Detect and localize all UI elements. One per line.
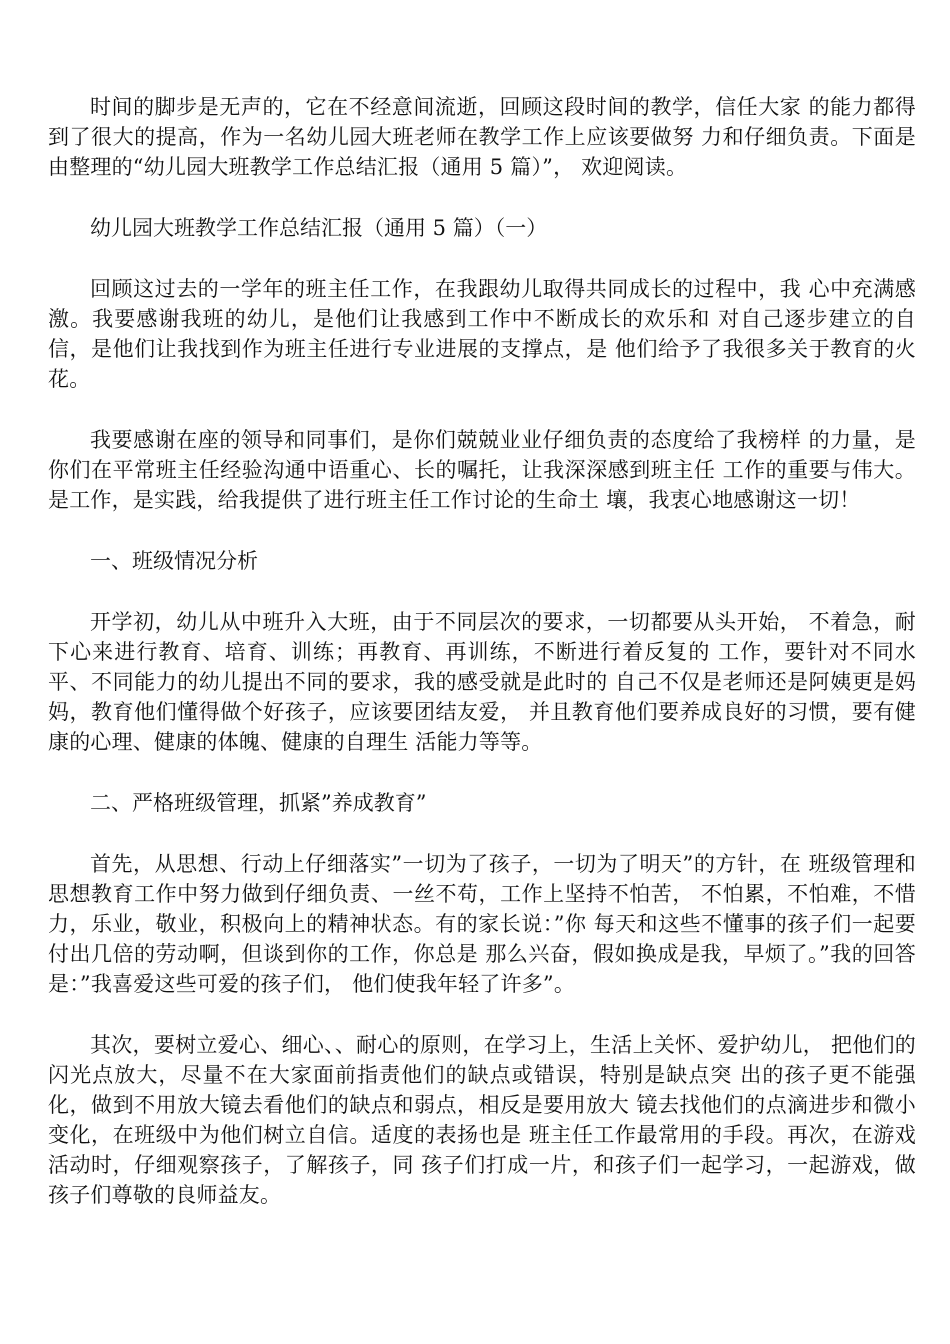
paragraph-management-first: 首先，从思想、行动上仔细落实”一切为了孩子，一切为了明天”的方针，在 班级管理和思想教育工作中努力做到仔细负责、一丝不苟，工作上坚持不怕苦， 不怕累，不怕难，不惜力，乐业，敬业，积极向上的精神状态。有的家长说：”你 每天和这些不懂事的孩子们一起要付出几倍的劳动啊，但谈到你的工作，你总是 那么兴奋，假如换成是我，早烦了。”我的回答是：”我喜爱这些可爱的孩子们， 他们使我年轻了许多”。 bbox=[48, 852, 916, 996]
paragraph-management-second: 其次，要树立爱心、细心、、耐心的原则，在学习上，生活上关怀、爱护幼儿， 把他们的闪光点放大，尽量不在大家面前指责他们的缺点或错误，特别是缺点突 出的孩子更不能强化，做到不用放大镜去看他们的缺点和弱点，相反是要用放大 镜去找他们的点滴进步和微小变化，在班级中为他们树立自信。适度的表扬也是 班主任工作最常用的手段。再次，在游戏活动时，仔细观察孩子，了解孩子，同 孩子们打成一片，和孩子们一起学习，一起游戏，做孩子们尊敬的良师益友。 bbox=[48, 1033, 916, 1207]
document-body bbox=[48, 92, 916, 1241]
paragraph-gratitude-colleagues: 我要感谢在座的领导和同事们，是你们兢兢业业仔细负责的态度给了我榜样 的力量，是你们在平常班主任经验沟通中语重心、长的嘱托，让我深深感到班主任 工作的重要与伟大。是工作，是实践，给我提供了进行班主任工作讨论的生命土 壤，我衷心地感谢这一切！ bbox=[48, 428, 916, 512]
paragraph-class-analysis: 开学初，幼儿从中班升入大班，由于不同层次的要求，一切都要从头开始， 不着急，耐下心来进行教育、培育、训练；再教育、再训练，不断进行着反复的 工作，要针对不同水平、不同能力的幼儿提出不同的要求，我的感受就是此时的 自己不仅是老师还是阿姨更是妈妈，教育他们懂得做个好孩子，应该要团结友爱， 并且教育他们要养成良好的习惯，要有健康的心理、健康的体魄、健康的自理生 活能力等等。 bbox=[48, 610, 916, 754]
section-title-part-one: 幼儿园大班教学工作总结汇报（通用 5 篇）（一） bbox=[90, 216, 548, 240]
heading-class-management: 二、严格班级管理，抓紧”养成教育” bbox=[90, 791, 427, 815]
heading-class-analysis: 一、班级情况分析 bbox=[90, 549, 258, 573]
intro-paragraph: 时间的脚步是无声的，它在不经意间流逝，回顾这段时间的教学，信任大家 的能力都得到了很大的提高，作为一名幼儿园大班老师在教学工作上应该要做努 力和仔细负责。下面是由整理的“幼儿园大班教学工作总结汇报（通用 5 篇）”， 欢迎阅读。 bbox=[48, 95, 916, 179]
paragraph-gratitude-children: 回顾这过去的一学年的班主任工作，在我跟幼儿取得共同成长的过程中，我 心中充满感激。我要感谢我班的幼儿，是他们让我感到工作中不断成长的欢乐和 对自己逐步建立的自信，是他们让我找到作为班主任进行专业进展的支撑点，是 他们给予了我很多关于教育的火花。 bbox=[48, 277, 916, 391]
